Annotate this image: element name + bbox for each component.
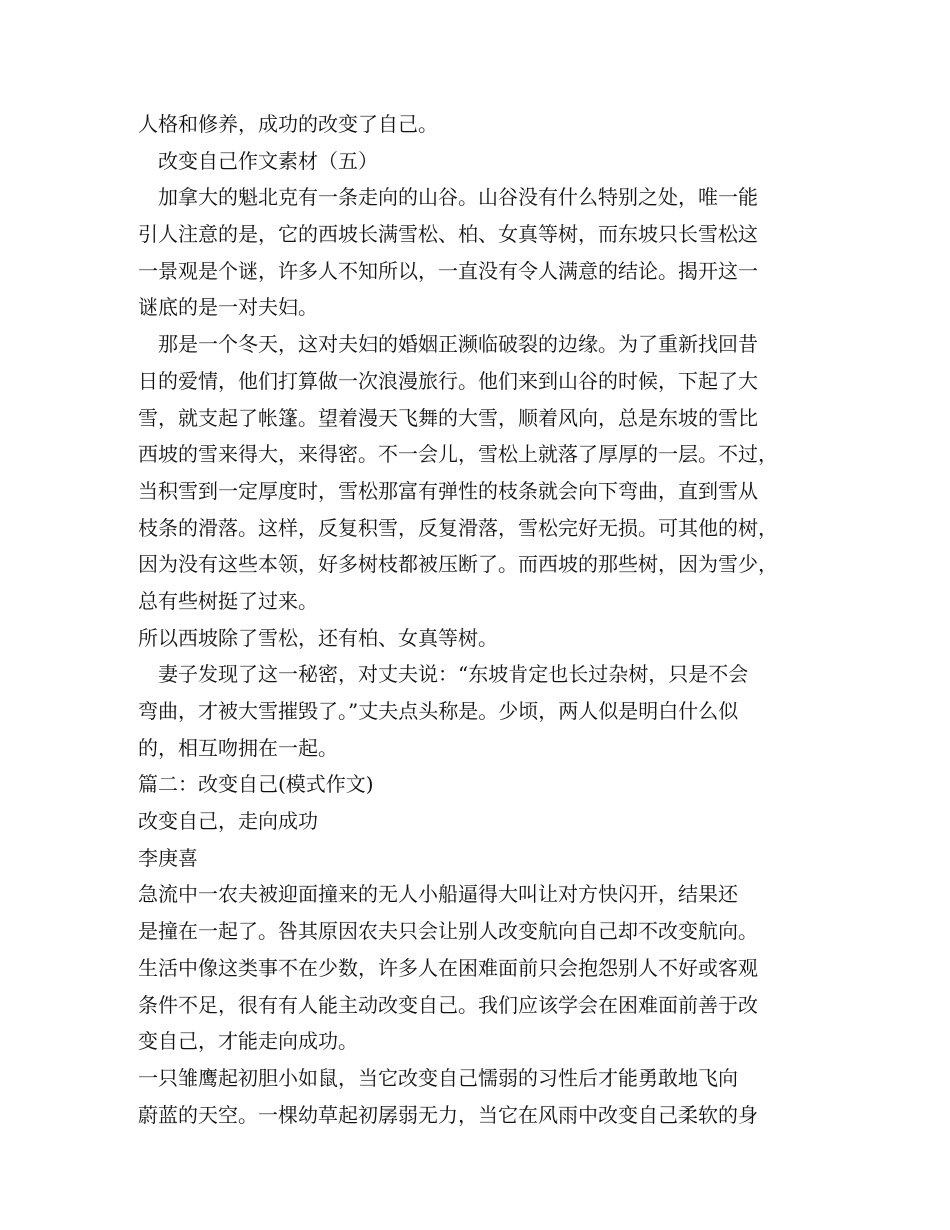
article-heading: 篇二：改变自己(模式作文) xyxy=(138,772,374,797)
text-line: 是撞在一起了。咎其原因农夫只会让别人改变航向自己却不改变航向。 xyxy=(138,919,758,944)
text-line: 人格和修养，成功的改变了自己。 xyxy=(138,112,438,136)
text-line: 变自己，才能走向成功。 xyxy=(138,1029,358,1054)
text-line: 雪，就支起了帐篷。望着漫天飞舞的大雪，顺着风向，总是东坡的雪比 xyxy=(138,405,758,430)
text-line: 日的爱情，他们打算做一次浪漫旅行。他们来到山谷的时候，下起了大 xyxy=(138,368,758,393)
text-line: 所以西坡除了雪松，还有柏、女真等树。 xyxy=(138,625,498,650)
text-line: 谜底的是一对夫妇。 xyxy=(138,295,318,320)
text-line: 那是一个冬天，这对夫妇的婚姻正濒临破裂的边缘。为了重新找回昔 xyxy=(138,332,758,357)
text-line: 一只雏鹰起初胆小如鼠，当它改变自己懦弱的习性后才能勇敢地飞向 xyxy=(138,1065,738,1090)
text-line: 弯曲，才被大雪摧毁了。”丈夫点头称是。少顷，两人似是明白什么似 xyxy=(138,699,739,723)
text-line: 妻子发现了这一秘密，对丈夫说：“东坡肯定也长过杂树，只是不会 xyxy=(138,662,749,687)
text-line: 加拿大的魁北克有一条走向的山谷。山谷没有什么特别之处，唯一能 xyxy=(138,185,758,210)
article-author: 李庚喜 xyxy=(138,845,198,870)
text-line: 当积雪到一定厚度时，雪松那富有弹性的枝条就会向下弯曲，直到雪从 xyxy=(138,478,758,503)
text-line: 枝条的滑落。这样，反复积雪，反复滑落，雪松完好无损。可其他的树， xyxy=(138,515,778,540)
text-line: 总有些树挺了过来。 xyxy=(138,588,318,613)
text-line: 条件不足，很有有人能主动改变自己。我们应该学会在困难面前善于改 xyxy=(138,992,758,1017)
text-line: 急流中一农夫被迎面撞来的无人小船逼得大叫让对方快闪开，结果还 xyxy=(138,882,738,907)
text-line: 西坡的雪来得大，来得密。不一会儿，雪松上就落了厚厚的一层。不过， xyxy=(138,442,778,467)
article-title: 改变自己，走向成功 xyxy=(138,809,318,834)
text-line: 生活中像这类事不在少数，许多人在困难面前只会抱怨别人不好或客观 xyxy=(138,955,758,980)
document-page xyxy=(138,106,828,1133)
text-line: 引人注意的是，它的西坡长满雪松、柏、女真等树，而东坡只长雪松这 xyxy=(138,222,758,247)
section-heading: 改变自己作文素材（五） xyxy=(138,148,378,173)
text-line: 一景观是个谜，许多人不知所以，一直没有令人满意的结论。揭开这一 xyxy=(138,258,758,283)
text-line: 的，相互吻拥在一起。 xyxy=(138,735,338,760)
text-line: 蔚蓝的天空。一棵幼草起初孱弱无力，当它在风雨中改变自己柔软的身 xyxy=(138,1102,758,1127)
text-line: 因为没有这些本领，好多树枝都被压断了。而西坡的那些树，因为雪少， xyxy=(138,552,778,577)
